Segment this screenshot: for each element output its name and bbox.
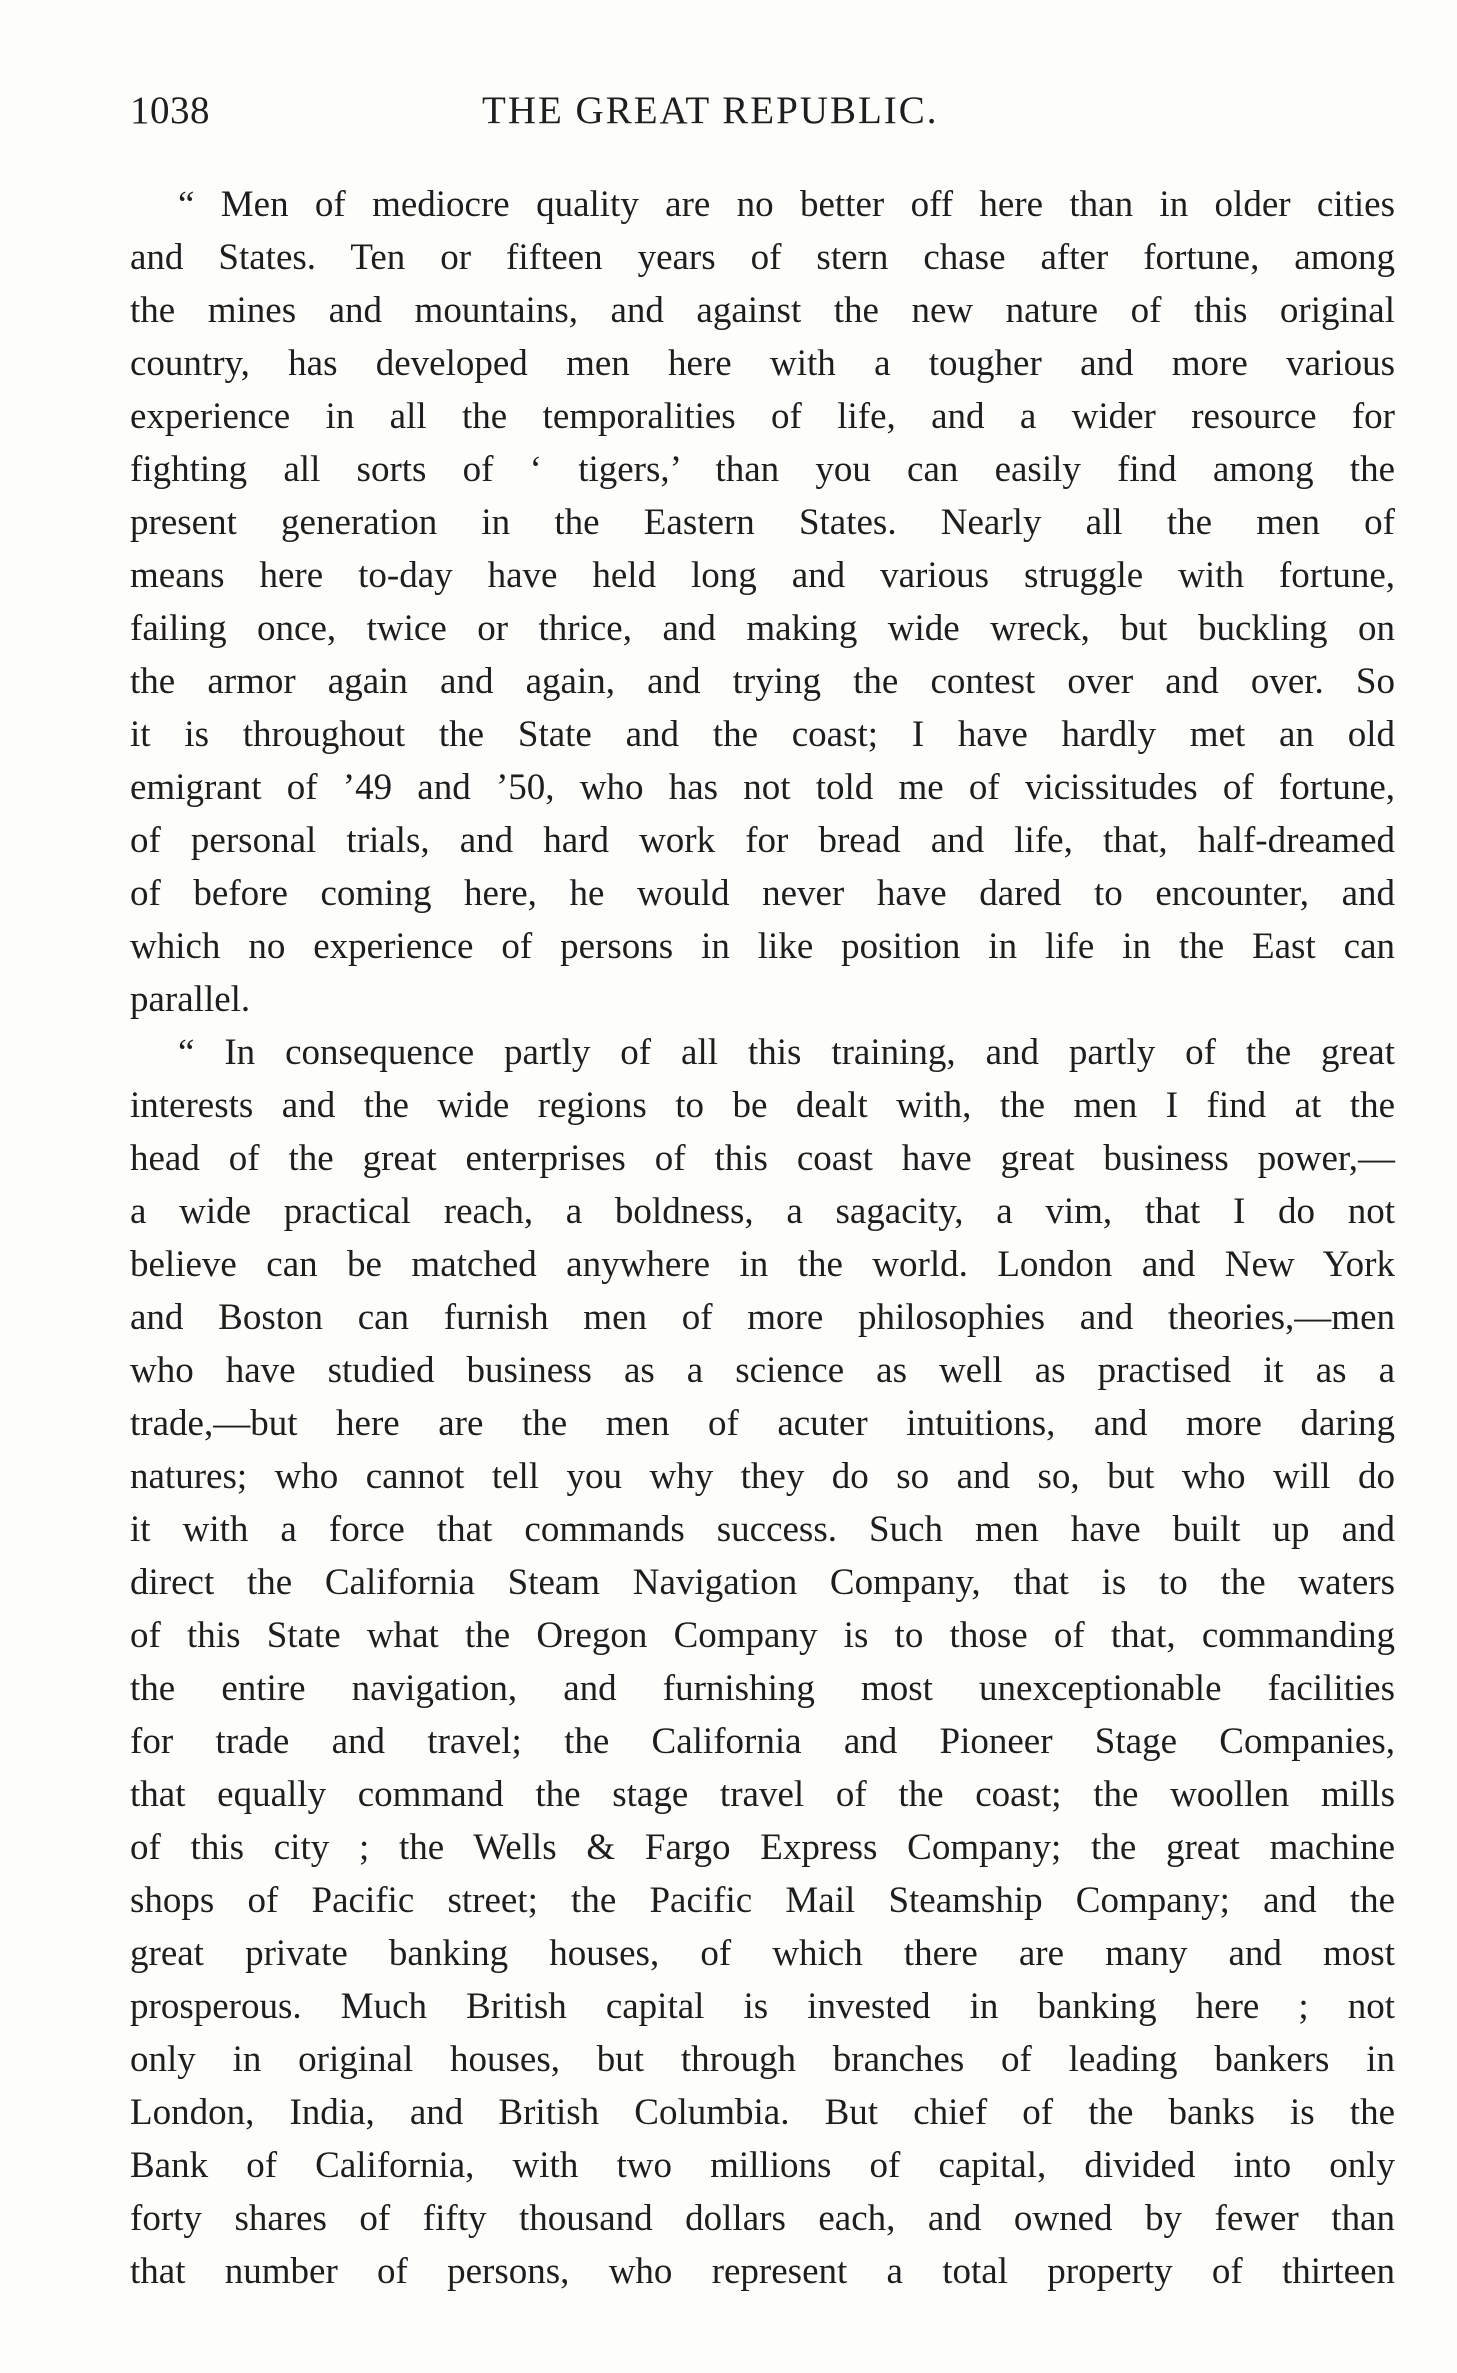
running-head: [130, 88, 1410, 138]
text-line: and States. Ten or fifteen years of stern chase after fortune, among: [130, 237, 1395, 278]
text-line: “ Men of mediocre quality are no better off here than in older cities: [178, 184, 1395, 225]
text-line: it is throughout the State and the coast; I have hardly met an old: [130, 714, 1395, 755]
body-text: [130, 178, 1395, 2298]
text-line: the mines and mountains, and against the new nature of this original: [130, 290, 1395, 331]
text-line: present generation in the Eastern States. Nearly all the men of: [130, 502, 1395, 543]
text-line: experience in all the temporalities of life, and a wider resource for: [130, 396, 1395, 437]
text-line: trade,—but here are the men of acuter intuitions, and more daring: [130, 1403, 1395, 1444]
text-line: Bank of California, with two millions of capital, divided into only: [130, 2145, 1395, 2186]
text-line: the armor again and again, and trying the contest over and over. So: [130, 661, 1395, 702]
text-line: the entire navigation, and furnishing most unexceptionable facilities: [130, 1668, 1395, 1709]
text-line: parallel.: [130, 979, 251, 1020]
text-line: for trade and travel; the California and Pioneer Stage Companies,: [130, 1721, 1395, 1762]
text-line: interests and the wide regions to be dealt with, the men I find at the: [130, 1085, 1395, 1126]
text-line: who have studied business as a science as well as practised it as a: [130, 1350, 1395, 1391]
text-line: and Boston can furnish men of more philosophies and theories,—men: [130, 1297, 1395, 1338]
text-line: great private banking houses, of which there are many and most: [130, 1933, 1395, 1974]
text-line: natures; who cannot tell you why they do so and so, but who will do: [130, 1456, 1395, 1497]
text-line: forty shares of fifty thousand dollars each, and owned by fewer than: [130, 2198, 1395, 2239]
text-line: only in original houses, but through branches of leading bankers in: [130, 2039, 1395, 2080]
page-number: 1038: [130, 89, 210, 132]
text-line: of personal trials, and hard work for bread and life, that, half-dreamed: [130, 820, 1395, 861]
text-line: it with a force that commands success. Such men have built up and: [130, 1509, 1395, 1550]
text-line: which no experience of persons in like position in life in the East can: [130, 926, 1395, 967]
text-line: fighting all sorts of ‘ tigers,’ than you can easily find among the: [130, 449, 1395, 490]
text-line: means here to-day have held long and various struggle with fortune,: [130, 555, 1395, 596]
text-line: of this city ; the Wells & Fargo Express Company; the great machine: [130, 1827, 1395, 1868]
text-line: failing once, twice or thrice, and making wide wreck, but buckling on: [130, 608, 1395, 649]
text-line: prosperous. Much British capital is invested in banking here ; not: [130, 1986, 1395, 2027]
text-line: London, India, and British Columbia. But chief of the banks is the: [130, 2092, 1395, 2133]
text-line: head of the great enterprises of this coast have great business power,—: [130, 1138, 1395, 1179]
text-line: shops of Pacific street; the Pacific Mail Steamship Company; and the: [130, 1880, 1395, 1921]
text-line: a wide practical reach, a boldness, a sagacity, a vim, that I do not: [130, 1191, 1395, 1232]
text-line: of this State what the Oregon Company is to those of that, commanding: [130, 1615, 1395, 1656]
running-title: THE GREAT REPUBLIC.: [482, 89, 939, 132]
text-line: emigrant of ’49 and ’50, who has not told me of vicissitudes of fortune,: [130, 767, 1395, 808]
text-line: of before coming here, he would never have dared to encounter, and: [130, 873, 1395, 914]
text-line: “ In consequence partly of all this training, and partly of the great: [178, 1032, 1395, 1073]
text-line: direct the California Steam Navigation Company, that is to the waters: [130, 1562, 1395, 1603]
text-line: that equally command the stage travel of the coast; the woollen mills: [130, 1774, 1395, 1815]
text-line: that number of persons, who represent a total property of thirteen: [130, 2251, 1395, 2292]
text-line: believe can be matched anywhere in the world. London and New York: [130, 1244, 1395, 1285]
text-line: country, has developed men here with a tougher and more various: [130, 343, 1395, 384]
